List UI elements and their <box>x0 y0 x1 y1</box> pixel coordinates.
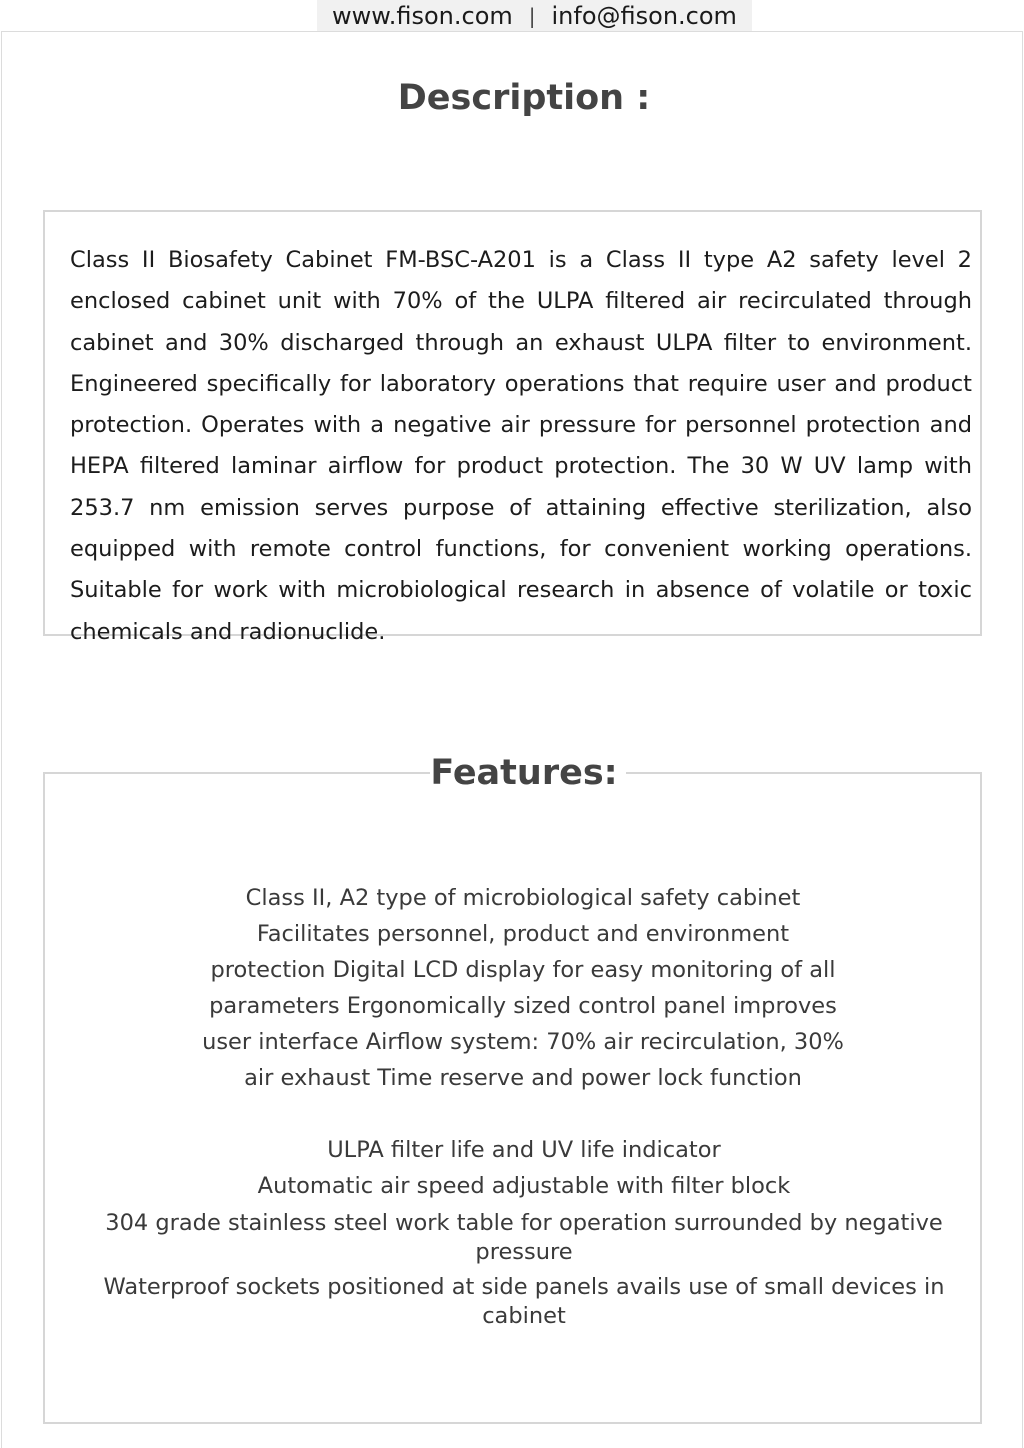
description-title: Description : <box>397 78 651 118</box>
features-paragraph: Class II, A2 type of microbiological safety cabinet Facilitates personnel, product and environment protection Digital LCD display for easy monitoring of all parameters Ergonomically sized control panel improves user interface Airflow system: 70% air recirculation, 30% air exhaust Time reserve and power lock function <box>202 885 844 1091</box>
feature-item-steel-table: 304 grade stainless steel work table for operation surrounded by negative pressure <box>105 1210 943 1265</box>
description-text: Class II Biosafety Cabinet FM-BSC-A201 is a Class II type A2 safety level 2 enclosed cabinet unit with 70% of the ULPA filtered air recirculated through cabinet and 30% discharged through an exhaust ULPA filter to environment. Engineered specifically for laboratory operations that require user and product protection. Operates with a negative air pressure for personnel protection and HEPA filtered laminar airflow for product protection. The 30 W UV lamp with 253.7 nm emission serves purpose of attaining effective sterilization, also equipped with remote control functions, for convenient working operations. Suitable for work with microbiological research in absence of volatile or toxic chemicals and radionuclide. <box>70 247 972 645</box>
features-title: Features: <box>430 753 618 793</box>
feature-item-air-speed: Automatic air speed adjustable with filter block <box>257 1173 791 1199</box>
contact-separator: | <box>528 3 536 28</box>
email-link[interactable]: info@fison.com <box>551 1 737 30</box>
website-link[interactable]: www.fison.com <box>332 1 513 30</box>
contact-bar <box>317 0 752 31</box>
feature-item-ulpa: ULPA filter life and UV life indicator <box>327 1137 721 1163</box>
feature-item-sockets: Waterproof sockets positioned at side panels avails use of small devices in cabinet <box>103 1274 945 1329</box>
